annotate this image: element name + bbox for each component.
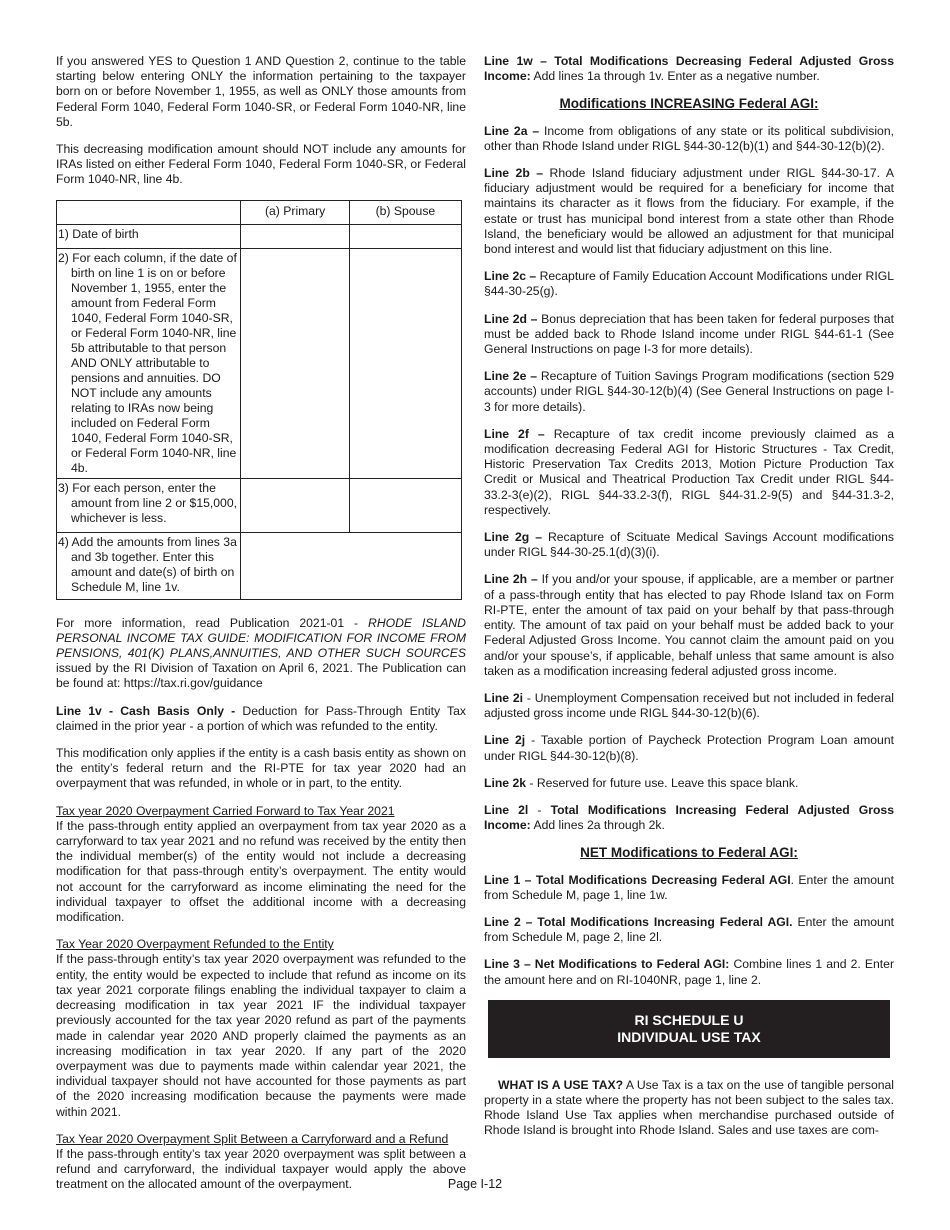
line-2f-text: Recapture of tax credit income previously claimed as a modification decreasing Federal AGI for Historic Structures - Tax Credit, Historic Preservation Tax Credits 2013, Motion Picture Production Tax Credit or Musical and Theatrical Production Tax Credit under RIGL §44-33.2-3(e)(2), RIGL §44-33.2-3(f), RIGL §44-31.2-9(5) and §44-31.3-2, respectively. (484, 426, 894, 517)
line-2g-text: Recapture of Scituate Medical Savings Account modifications under RIGL §44-30-25.1(d)(3)(i). (484, 530, 895, 560)
use-tax-label: WHAT IS A USE TAX? (498, 1077, 624, 1092)
line-2i-text: - Unemployment Compensation received but not included in federal adjusted gross income unde RIGL §44-30-12(b)(6). (484, 690, 894, 721)
carryforward-heading: Tax year 2020 Overpayment Carried Forward to Tax Year 2021 (56, 803, 395, 818)
line-1v-paragraph (56, 704, 466, 734)
refunded-text: If the pass-through entity’s tax year 2020 overpayment was refunded to the entity, the entity would be expected to include that refund as income on its tax year 2021 corporate filings enabling the individual taxpayer to claim a decreasing modification in tax year 2021 IF the individual taxpayer previously accounted for the tax year 2020 refund as part of the payments made in calendar year 2020 AND properly claimed the payments as an increasing modification in tax year 2020. If any part of the 2020 overpayment was due to payments made within calendar year 2021, the individual taxpayer should not have accounted for those payments as part of the 2020 increasing modification because the payments were made within 2021. (56, 952, 466, 1119)
line-2a-text: Income from obligations of any state or its political subdivision, other than Rhode Island under RIGL §44-30-12(b)(1) and §44-30-12(b)(2). (484, 123, 894, 153)
line-2b-label: Line 2b – (484, 166, 550, 181)
line-2d-label: Line 2d – (484, 311, 542, 326)
line-2k-paragraph (484, 776, 894, 791)
line-2l-dash: - (528, 802, 551, 817)
publication-text-a: For more information, read Publication 2021-01 - (56, 615, 369, 630)
spouse-date-of-birth-field[interactable] (349, 224, 461, 248)
total-amount-field[interactable] (241, 532, 462, 599)
line-2h-text: If you and/or your spouse, if applicable, are a member or partner of a pass-through entity that has elected to pay Rhode Island tax on Form RI-PTE, enter the amount of tax paid on your behalf by that pass-through entity. The amount of tax paid on your behalf must be added back to your Federal Adjusted Gross Income. You cannot claim the amount paid on you and/or your spouse’s, if applicable, behalf unless that same amount is also taken as a modification increasing federal adjusted gross income. (484, 572, 895, 678)
use-tax-text: A Use Tax is a tax on the use of tangible personal property in a state where the property has not been subject to the sales tax. Rhode Island Use Tax applies when merchandise purchased outside of Rhode Island is brought into Rhode Island. Sales and use taxes are com- (484, 1077, 894, 1138)
spouse-pension-amount-field[interactable] (349, 248, 461, 478)
primary-lesser-amount-field[interactable] (241, 478, 349, 532)
line-2j-text: - Taxable portion of Paycheck Protection Program Loan amount under RIGL §44-30-12(b)(8). (484, 733, 894, 763)
use-tax-paragraph (484, 1078, 894, 1139)
line-2f-paragraph (484, 427, 894, 518)
line-2f-label: Line 2f – (484, 426, 554, 441)
line-2g-paragraph (484, 530, 894, 560)
line-2k-text: - Reserved for future use. Leave this space blank. (526, 775, 799, 790)
refunded-heading: Tax Year 2020 Overpayment Refunded to the Entity (56, 937, 334, 952)
right-column (484, 54, 894, 1151)
line-2j-label: Line 2j (484, 733, 526, 748)
net-line-2-label: Line 2 – Total Modifications Increasing Federal AGI. (484, 914, 793, 929)
schedule-u-subtitle: INDIVIDUAL USE TAX (617, 1028, 761, 1045)
primary-date-of-birth-field[interactable] (241, 224, 349, 248)
publication-title: RHODE ISLAND PERSONAL INCOME TAX GUIDE: MODIFICATION FOR INCOME FROM PENSIONS, 401(K) PLANS,ANNUITIES, AND OTHER SUCH SOURCES (56, 615, 466, 661)
schedule-u-title: RI SCHEDULE U (634, 1011, 744, 1028)
table-header-blank (57, 200, 241, 224)
line-2h-label: Line 2h – (484, 572, 542, 587)
net-line-2-text: Enter the amount from Schedule M, page 2, line 2l. (484, 914, 894, 945)
line-2l-paragraph (484, 803, 894, 833)
line-2l-label: Line 2l (484, 802, 529, 817)
cash-basis-paragraph: This modification only applies if the entity is a cash basis entity as shown on the entity’s federal return and the RI-PTE for tax year 2020 had an overpayment that was refunded, in whole or in part, to the entity. (56, 746, 466, 791)
row-pension-amount-label: 2) For each column, if the date of birth on line 1 is on or before November 1, 1955, enter the amount from Federal Form 1040, Federal Form 1040-SR, or Federal Form 1040-NR, line 5b attributable to that person AND ONLY attributable to pensions and annuities. DO NOT include any amounts relating to IRAs now being included on Federal Form 1040, Federal Form 1040-SR, or Federal Form 1040-NR, line 4b. (57, 248, 241, 478)
line-2a-label: Line 2a – (484, 123, 544, 138)
line-1w-label: Line 1w – Total Modifications Decreasing Federal Adjusted Gross Income: (484, 54, 894, 84)
row-date-of-birth-label: 1) Date of birth (57, 224, 241, 248)
carryforward-text: If the pass-through entity applied an overpayment from tax year 2020 as a carryforward to tax year 2021 and no refund was received by the entity then the individual member(s) of the entity would not include a decreasing modification for that pass-through entity’s overpayment. The entity would not account for the carryforward as income eliminating the need for the individual taxpayer to offset the additional income with a decreasing modification. (56, 818, 466, 925)
ira-note-paragraph: This decreasing modification amount should NOT include any amounts for IRAs listed on either Federal Form 1040, Federal Form 1040-SR, or Federal Form 1040-NR, line 4b. (56, 142, 466, 187)
line-1v-text: Deduction for Pass-Through Entity Tax claimed in the prior year - a portion of which was refunded to the entity. (56, 703, 467, 733)
net-line-3-text: Combine lines 1 and 2. Enter the amount here and on RI-1040NR, page 1, line 2. (484, 957, 895, 987)
refunded-section (56, 937, 466, 1119)
split-text: If the pass-through entity’s tax year 2020 overpayment was split between a refund and carryforward, the individual taxpayer would apply the above treatment on the allocated amount of the overpayment. (56, 1146, 466, 1192)
net-line-3-paragraph (484, 957, 894, 987)
carryforward-section (56, 804, 466, 926)
line-2d-text: Bonus depreciation that has been taken for federal purposes that must be added back to Rhode Island income under RIGL §44-61-1 (See General Instructions on page I-3 for more details). (484, 311, 894, 357)
line-2c-label: Line 2c – (484, 269, 540, 284)
line-2e-label: Line 2e – (484, 369, 541, 384)
row-lesser-amount-label: 3) For each person, enter the amount from line 2 or $15,000, whichever is less. (57, 478, 241, 532)
row-total-label: 4) Add the amounts from lines 3a and 3b together. Enter this amount and date(s) of birth on Schedule M, line 1v. (57, 532, 241, 599)
line-2e-paragraph (484, 369, 894, 415)
line-2e-text: Recapture of Tuition Savings Program modifications (section 529 accounts) under RIGL §44-30-12(b)(4) (See General Instructions on page I-3 for more details). (484, 369, 894, 414)
net-line-2-paragraph (484, 915, 894, 945)
schedule-u-banner (488, 1000, 890, 1058)
table-row (57, 532, 462, 599)
net-line-3-label: Line 3 – Net Modifications to Federal AGI: (484, 957, 730, 972)
line-2b-text: Rhode Island fiduciary adjustment under RIGL §44-30-17. A fiduciary adjustment would be required for a beneficiary for income that maintains its character as it flows from the fiduciary. For example, if the estate or trust has municipal bond interest from a state other than Rhode Island, the beneficiary would be allowed an adjustment for that municipal bond interest and would list that fiduciary adjustment on this line. (484, 166, 894, 257)
line-2j-paragraph (484, 733, 894, 763)
table-row (57, 248, 462, 478)
line-1v-label: Line 1v - Cash Basis Only - (56, 703, 243, 718)
spouse-lesser-amount-field[interactable] (349, 478, 461, 532)
net-modifications-heading: NET Modifications to Federal AGI: (580, 845, 798, 861)
split-heading: Tax Year 2020 Overpayment Split Between a Carryforward and a Refund (56, 1131, 449, 1146)
line-2k-label: Line 2k (484, 775, 526, 790)
table-row (57, 224, 462, 248)
net-line-1-label: Line 1 – Total Modifications Decreasing Federal AGI (484, 872, 791, 887)
line-2i-paragraph (484, 691, 894, 721)
column-spouse-header: (b) Spouse (349, 200, 461, 224)
increasing-modifications-heading: Modifications INCREASING Federal AGI: (559, 96, 819, 112)
line-2l-text: Add lines 2a through 2k. (530, 818, 665, 833)
table-header-row (57, 200, 462, 224)
column-primary-header: (a) Primary (241, 200, 349, 224)
line-2i-label: Line 2i (484, 690, 524, 705)
line-2l-title: Total Modifications Increasing Federal Adjusted Gross Income: (484, 802, 894, 833)
publication-text-b: issued by the RI Division of Taxation on April 6, 2021. The Publication can be found at: https://tax.ri.gov/guidance (56, 661, 466, 691)
line-2a-paragraph (484, 124, 894, 154)
line-2c-paragraph (484, 269, 894, 299)
table-row (57, 478, 462, 532)
line-2g-label: Line 2g – (484, 530, 548, 545)
line-2b-paragraph (484, 166, 894, 257)
net-line-1-paragraph (484, 873, 894, 903)
line-2h-paragraph (484, 572, 894, 678)
page-number: Page I-12 (447, 1177, 503, 1191)
line-1w-paragraph (484, 54, 894, 84)
line-2d-paragraph (484, 312, 894, 358)
line-1w-text: Add lines 1a through 1v. Enter as a negative number. (530, 69, 820, 84)
intro-paragraph: If you answered YES to Question 1 AND Question 2, continue to the table starting below entering ONLY the information pertaining to the taxpayer born on or before November 1, 1955, as well as ONLY those amounts from Federal Form 1040, Federal Form 1040-SR, or Federal Form 1040-NR, line 5b. (56, 54, 466, 129)
primary-pension-amount-field[interactable] (241, 248, 349, 478)
publication-reference (56, 616, 466, 692)
net-line-1-text: . Enter the amount from Schedule M, page 1, line 1w. (484, 872, 894, 902)
pension-modification-table (56, 200, 462, 600)
left-column (56, 54, 466, 1205)
line-2c-text: Recapture of Family Education Account Modifications under RIGL §44-30-25(g). (484, 269, 894, 299)
